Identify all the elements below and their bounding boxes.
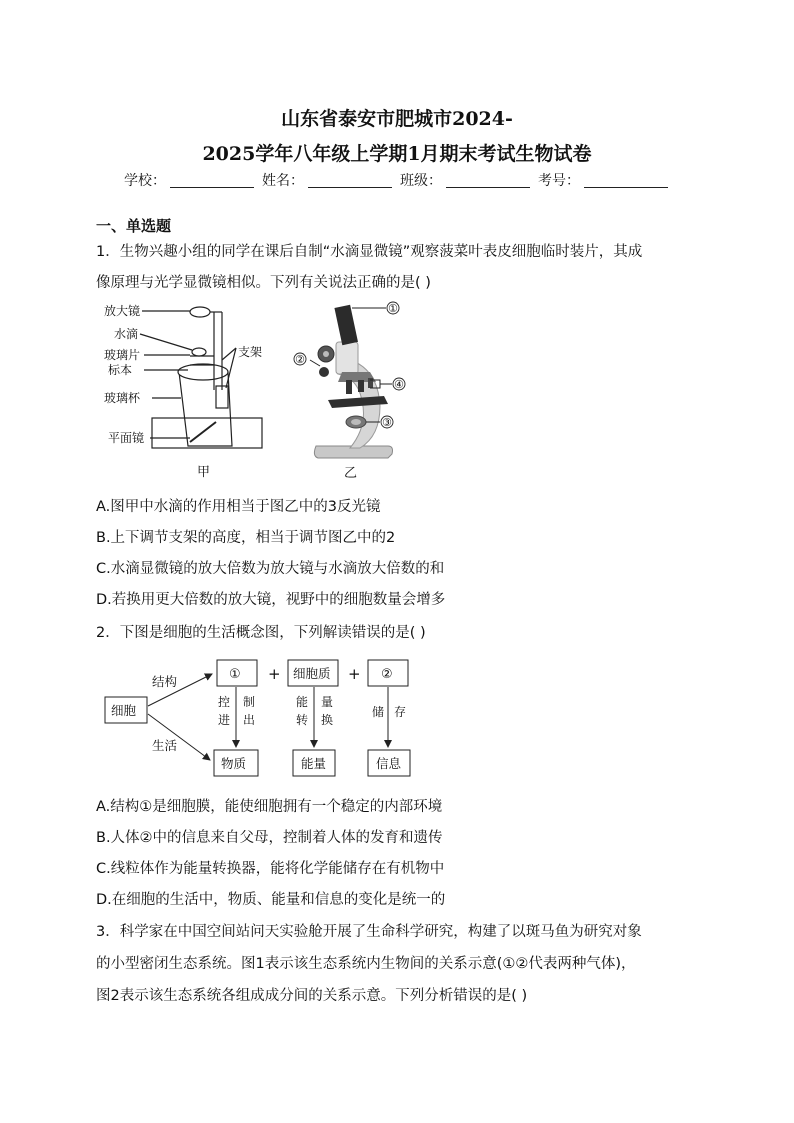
concept-v3-left: 储 — [372, 705, 385, 719]
class-label: 班级： — [400, 173, 442, 189]
concept-box-energy: 能量 — [301, 756, 327, 771]
concept-v3-right: 存 — [394, 705, 407, 719]
yi-label-2: ② — [295, 353, 305, 366]
name-blank[interactable] — [308, 173, 392, 188]
school-blank[interactable] — [170, 173, 254, 188]
title-line-2: 2025学年八年级上学期1月期末考试生物试卷 — [202, 143, 592, 165]
q3-line-2: 的小型密闭生态系统。图1表示该生态系统内生物间的关系示意(①②代表两种气体)， — [96, 956, 636, 972]
concept-cell: 细胞 — [111, 703, 137, 718]
yi-label-3: ③ — [382, 416, 392, 429]
concept-structure-label: 结构 — [152, 674, 178, 689]
concept-v2-right-2: 换 — [321, 713, 334, 727]
q3-line-3: 图2表示该生态系统各组成成分间的关系示意。下列分析错误的是( ) — [96, 988, 528, 1004]
figure-jia-water-drop-microscope — [104, 300, 274, 480]
concept-v1-left-2: 进 — [218, 713, 231, 727]
concept-v1-right-2: 出 — [243, 713, 256, 727]
concept-v2-left-1: 能 — [296, 695, 309, 709]
jia-label-stand: 支架 — [238, 345, 263, 359]
concept-box-2: ② — [381, 667, 393, 682]
figure-yi-light-microscope — [288, 296, 418, 482]
q1-stem-line-1: 1．生物兴趣小组的同学在课后自制“水滴显微镜”观察菠菜叶表皮细胞临时装片，其成 — [96, 244, 643, 260]
concept-v2-left-2: 转 — [296, 713, 309, 727]
class-blank[interactable] — [446, 173, 530, 188]
concept-box-information: 信息 — [376, 756, 402, 771]
title-line-1: 山东省泰安市肥城市2024- — [281, 108, 513, 130]
q2-option-b[interactable]: B.人体②中的信息来自父母，控制着人体的发育和遗传 — [96, 830, 443, 846]
concept-life-label: 生活 — [152, 738, 178, 753]
q2-option-d[interactable]: D.在细胞的生活中，物质、能量和信息的变化是统一的 — [96, 892, 446, 908]
jia-label-magnifier: 放大镜 — [104, 304, 141, 318]
q1-option-a[interactable]: A.图甲中水滴的作用相当于图乙中的3反光镜 — [96, 499, 381, 515]
concept-box-1: ① — [229, 667, 241, 682]
q1-stem-line-2: 像原理与光学显微镜相似。下列有关说法正确的是( ) — [96, 275, 431, 291]
q1-option-b[interactable]: B.上下调节支架的高度，相当于调节图乙中的2 — [96, 530, 396, 546]
q3-line-1: 3．科学家在中国空间站问天实验舱开展了生命科学研究，构建了以斑马鱼为研究对象 — [96, 924, 642, 940]
concept-plus-2: + — [348, 665, 361, 683]
yi-label-1: ① — [388, 302, 398, 315]
q2-option-c[interactable]: C.线粒体作为能量转换器，能将化学能储存在有机物中 — [96, 861, 445, 877]
concept-plus-1: + — [268, 665, 281, 683]
jia-label-glass-slide: 玻璃片 — [104, 348, 141, 362]
jia-label-plane-mirror: 平面镜 — [108, 431, 145, 445]
concept-box-cytoplasm: 细胞质 — [293, 666, 331, 681]
q1-option-c[interactable]: C.水滴显微镜的放大倍数为放大镜与水滴放大倍数的和 — [96, 561, 445, 577]
yi-caption: 乙 — [344, 466, 358, 481]
exam-number-blank[interactable] — [584, 173, 668, 188]
concept-v2-right-1: 量 — [321, 695, 334, 709]
q2-option-a[interactable]: A.结构①是细胞膜，能使细胞拥有一个稳定的内部环境 — [96, 799, 443, 815]
concept-v1-right-1: 制 — [243, 695, 256, 709]
jia-label-water-drop: 水滴 — [114, 327, 139, 341]
jia-caption: 甲 — [197, 465, 211, 480]
student-info-row — [124, 170, 676, 190]
concept-v1-left-1: 控 — [218, 695, 231, 709]
jia-label-glass-cup: 玻璃杯 — [104, 391, 141, 405]
jia-label-specimen: 标本 — [108, 363, 133, 377]
section-heading: 一、单选题 — [96, 217, 172, 235]
q1-option-d[interactable]: D.若换用更大倍数的放大镜，视野中的细胞数量会增多 — [96, 592, 446, 608]
q2-stem: 2．下图是细胞的生活概念图，下列解读错误的是( ) — [96, 625, 426, 641]
figure-cell-concept-map — [100, 656, 420, 782]
name-label: 姓名： — [262, 173, 304, 189]
exam-number-label: 考号： — [538, 173, 580, 189]
concept-box-matter: 物质 — [221, 756, 247, 771]
yi-label-4: ④ — [394, 378, 404, 391]
school-label: 学校： — [124, 173, 166, 189]
